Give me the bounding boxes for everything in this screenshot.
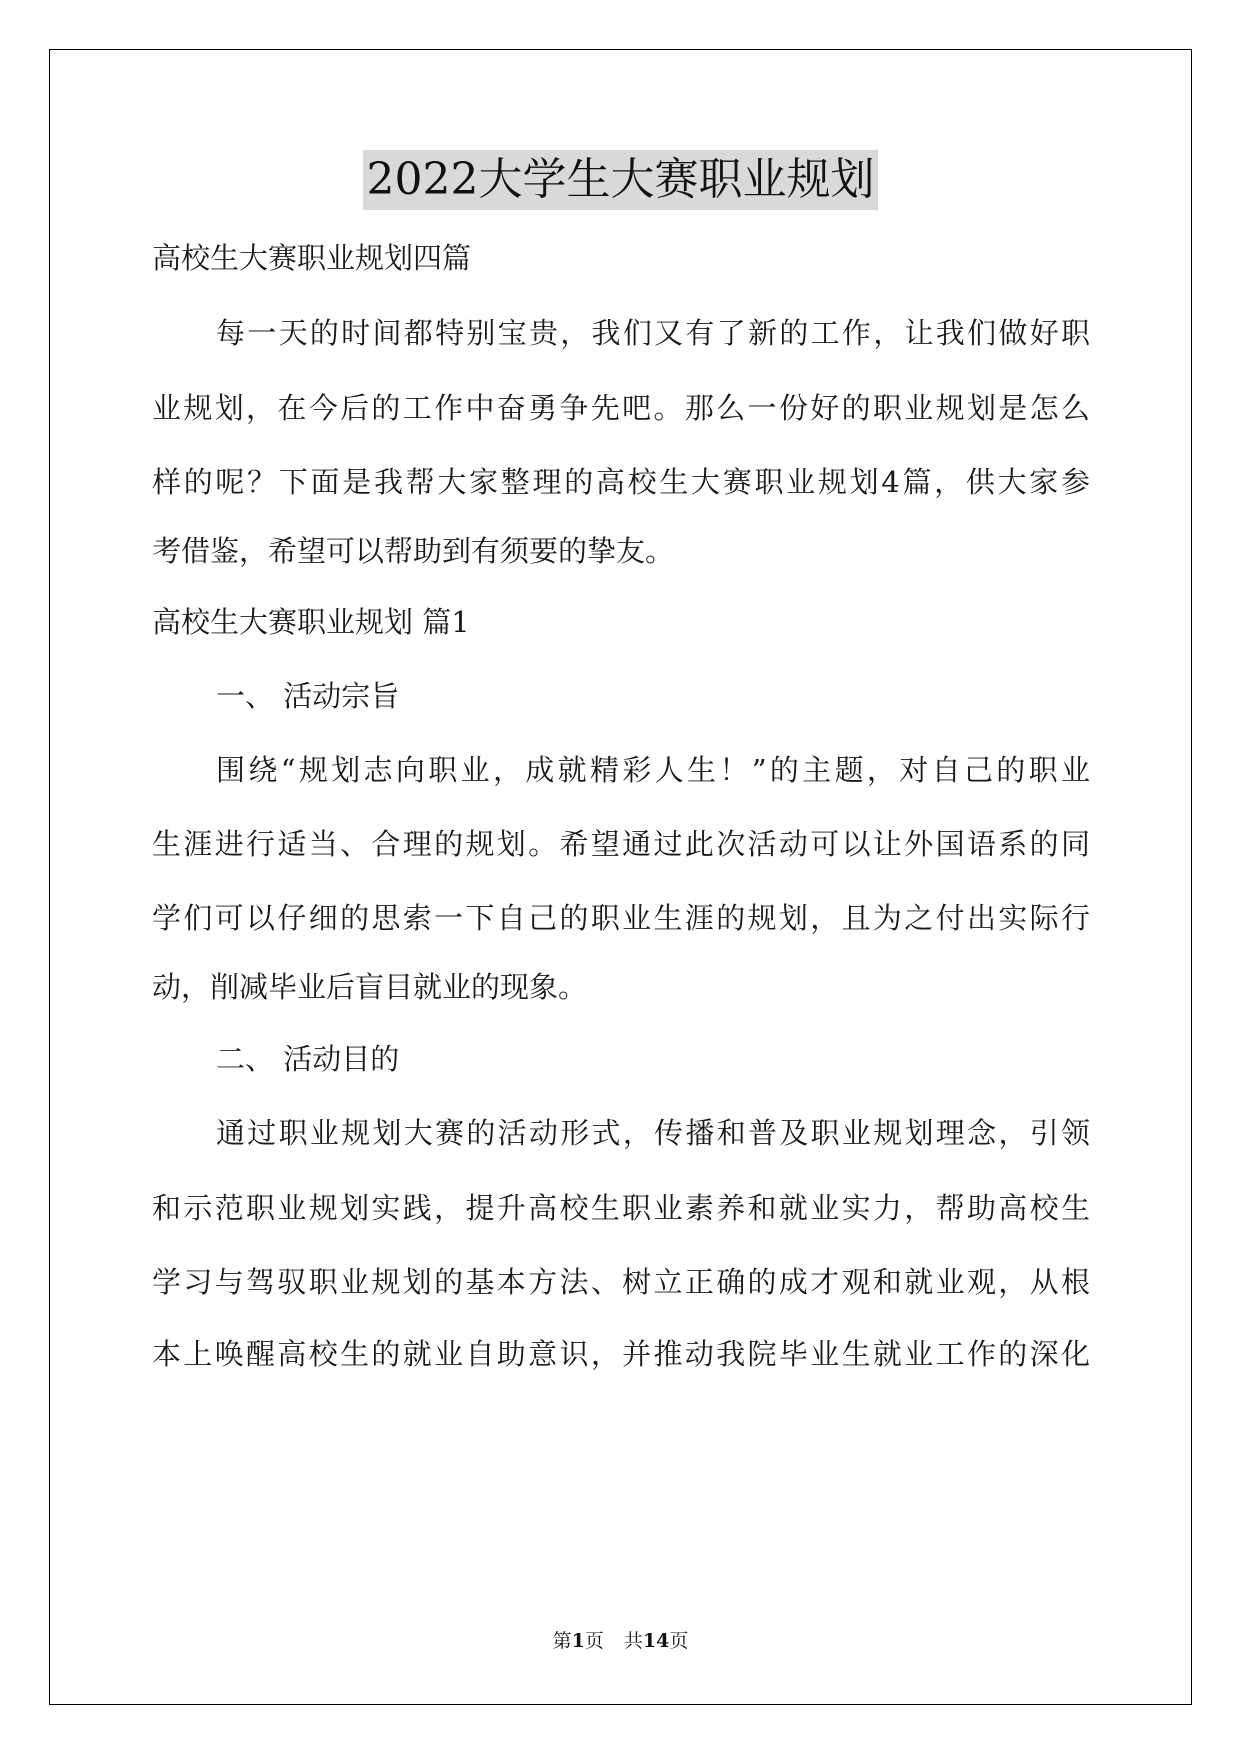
paragraph-line: 学习与驾驭职业规划的基本方法、树立正确的成才观和就业观，从根 <box>152 1265 1090 1299</box>
page-total-suffix: 页 <box>669 1630 689 1652</box>
page-total-prefix: 共 <box>623 1630 643 1652</box>
section-heading: 高校生大赛职业规划 篇1 <box>152 605 470 639</box>
subsection-heading: 一、 活动宗旨 <box>216 679 400 713</box>
page-number-prefix: 第 <box>552 1630 572 1652</box>
paragraph-line: 动，削减毕业后盲目就业的现象。 <box>152 970 588 1004</box>
page-total-count: 14 <box>642 1630 670 1652</box>
paragraph-line: 学们可以仔细的思索一下自己的职业生涯的规划，且为之付出实际行 <box>152 901 1090 935</box>
paragraph-line: 本上唤醒高校生的就业自助意识，并推动我院毕业生就业工作的深化 <box>152 1337 1090 1371</box>
paragraph-line: 业规划，在今后的工作中奋勇争先吧。那么一份好的职业规划是怎么 <box>152 391 1090 425</box>
page-number-suffix: 页 <box>584 1630 604 1652</box>
page-number-current: 1 <box>571 1630 585 1652</box>
paragraph-line: 围绕“规划志向职业，成就精彩人生！”的主题，对自己的职业 <box>216 753 1090 787</box>
paragraph-line: 和示范职业规划实践，提升高校生职业素养和就业实力，帮助高校生 <box>152 1191 1090 1225</box>
document-title: 2022大学生大赛职业规划 <box>363 150 879 210</box>
paragraph-line: 样的呢？下面是我帮大家整理的高校生大赛职业规划4篇，供大家参 <box>152 465 1090 499</box>
paragraph-line: 通过职业规划大赛的活动形式，传播和普及职业规划理念，引领 <box>216 1116 1090 1150</box>
title-container <box>0 150 1241 210</box>
paragraph-line: 生涯进行适当、合理的规划。希望通过此次活动可以让外国语系的同 <box>152 827 1090 861</box>
paragraph-line: 每一天的时间都特别宝贵，我们又有了新的工作，让我们做好职 <box>216 316 1090 350</box>
subsection-heading: 二、 活动目的 <box>216 1042 400 1076</box>
page-border <box>49 49 1192 1705</box>
paragraph-line: 考借鉴，希望可以帮助到有须要的挚友。 <box>152 534 675 568</box>
page-footer <box>0 1628 1241 1654</box>
subtitle-line: 高校生大赛职业规划四篇 <box>152 241 472 275</box>
